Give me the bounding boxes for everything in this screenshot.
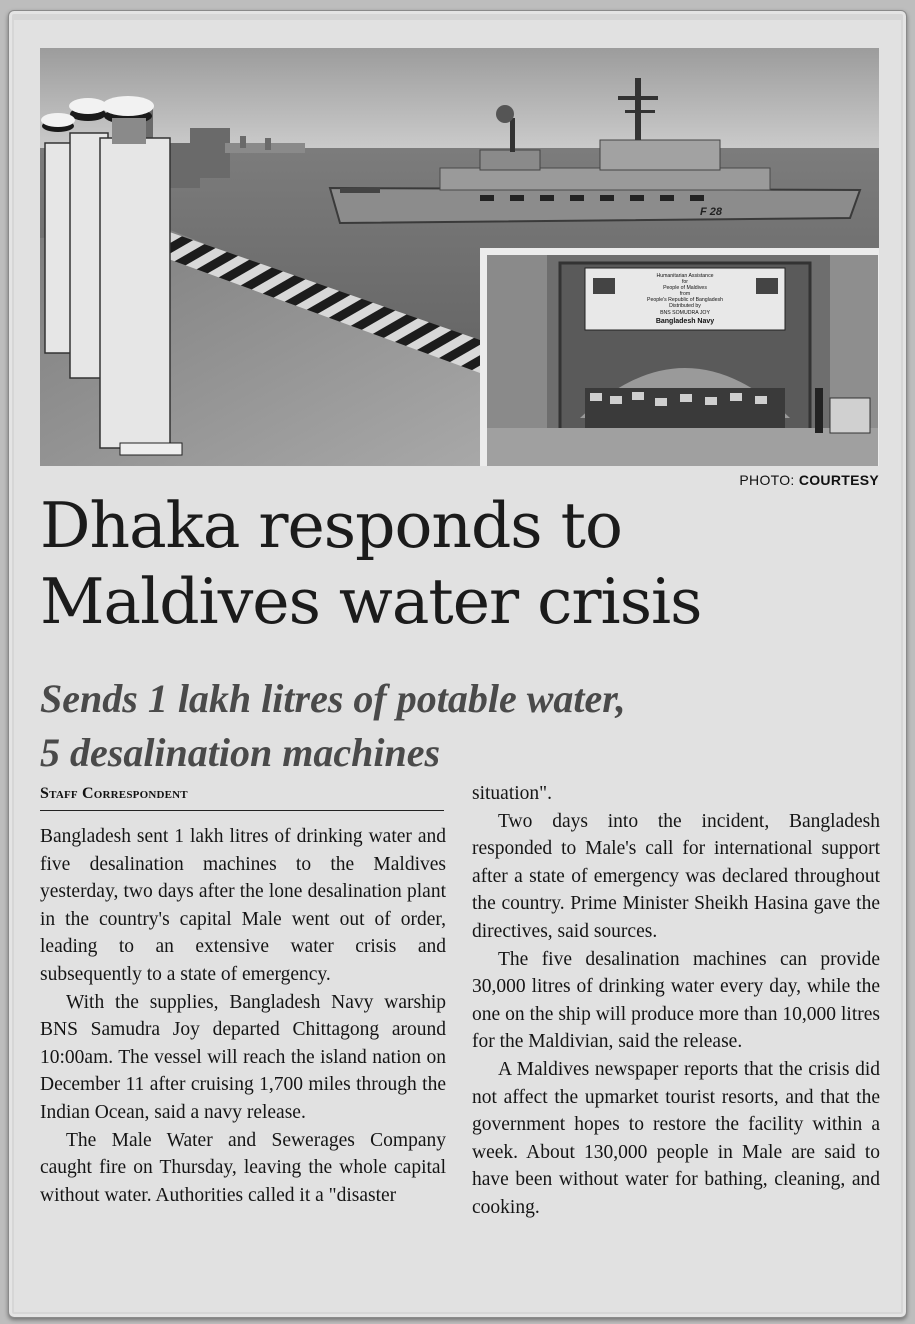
- photo-credit-label: PHOTO:: [739, 472, 799, 488]
- photo-credit: [739, 472, 879, 488]
- headline: [40, 488, 890, 640]
- paragraph: situation".: [472, 783, 552, 804]
- paragraph: Two days into the incident, Bangladesh responded to Male's call for international support after a state of emergency was declared throughout the country. Prime Minister Sheikh Hasina gave the directives, said sources.: [472, 810, 880, 942]
- subhead-line-2: 5 desalination machines: [40, 730, 441, 775]
- banner-line-4: from: [679, 291, 691, 297]
- article-column-2: [472, 780, 880, 1222]
- inset-photo: [480, 248, 879, 466]
- news-photo: [40, 48, 879, 466]
- article-column-1: [40, 823, 446, 1209]
- paragraph: The Male Water and Sewerages Company caught fire on Thursday, leaving the whole capital without water. Authorities called it a "disaster: [40, 1129, 446, 1206]
- headline-line-1: Dhaka responds to: [40, 489, 622, 562]
- paragraph: With the supplies, Bangladesh Navy warship BNS Samudra Joy departed Chittagong around 10:00am. The vessel will reach the island nation on December 11 after cruising 1,700 miles through the Indian Ocean, said a navy release.: [40, 991, 446, 1123]
- subhead-line-1: Sends 1 lakh litres of potable water,: [40, 676, 626, 721]
- banner-line-1: Humanitarian Assistance: [656, 273, 714, 279]
- photo-illustration: [40, 48, 879, 466]
- photo-credit-value: COURTESY: [798, 472, 879, 488]
- banner-line-5: People's Republic of Bangladesh: [647, 297, 723, 303]
- subheadline: [40, 672, 890, 780]
- banner-line-7: BNS SOMUDRA JOY: [660, 310, 710, 316]
- banner-line-6: Distributed by: [669, 303, 701, 309]
- paragraph: A Maldives newspaper reports that the crisis did not affect the upmarket tourist resorts, and that the government hopes to restore the facility within a week. About 130,000 people in Male are said to have been without water for bathing, cleaning, and cooking.: [472, 1058, 880, 1218]
- banner-line-3: People of Maldives: [663, 285, 707, 291]
- headline-line-2: Maldives water crisis: [40, 565, 702, 638]
- paragraph: The five desalination machines can provide 30,000 litres of drinking water every day, while the one on the ship will produce more than 10,000 litres for the Maldivian, said the release.: [472, 948, 880, 1053]
- hull-number: F 28: [700, 206, 723, 218]
- paragraph: Bangladesh sent 1 lakh litres of drinking water and five desalination machines to the Maldives yesterday, two days after the lone desalination plant in the country's capital Male went out of order, leading to an extensive water crisis and subsequently to a state of emergency.: [40, 826, 446, 985]
- byline: Staff Correspondent: [40, 785, 444, 811]
- banner-line-8: Bangladesh Navy: [655, 318, 715, 325]
- banner-line-2: for: [681, 279, 689, 285]
